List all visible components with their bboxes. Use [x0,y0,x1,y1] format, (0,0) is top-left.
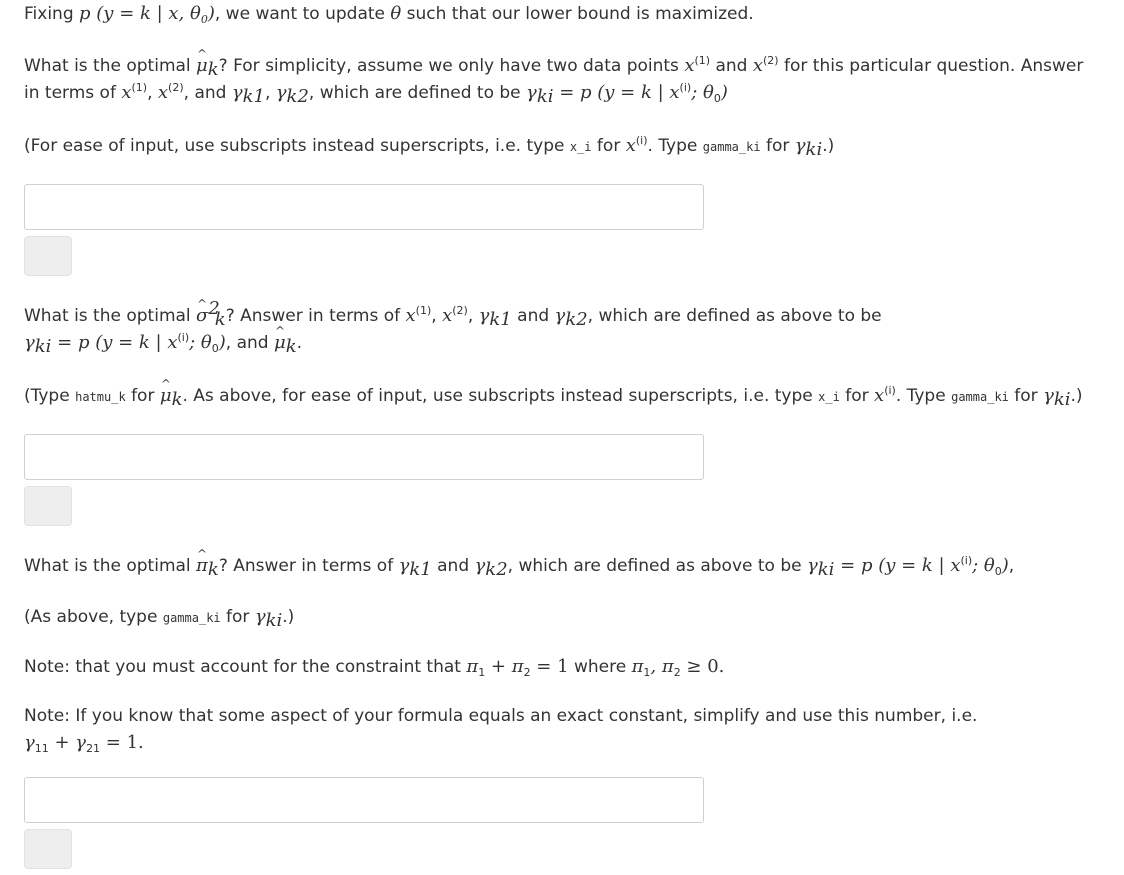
q3-preview-button[interactable] [24,829,72,869]
q1-prompt-line1: What is the optimal ^ $\mu_k$? For simplicity, assume we only have two data points $x^{(1)}$ and $x^{(2)}$ for this particular question. Answer [24,54,1083,78]
q1-answer-input[interactable] [24,184,704,230]
q3-answer-input[interactable] [24,777,704,823]
q2-prompt-line2: $\gamma_{ki} = p$ (y = k | $x^{(i)}$; $\theta_0$), and ^ $\mu_k$. [24,331,302,355]
intro-math-p: p (y = k | x, $\theta_0$) [79,3,215,26]
q3-note-constraint: Note: that you must account for the constraint that $\pi_1 + \pi_2 = 1$ where $\pi_1$, $\pi_2 \ge 0$. [24,656,725,679]
q3-note-example: $\gamma_{11} + \gamma_{21} = 1$. [24,732,144,755]
q2-answer-input[interactable] [24,434,704,480]
intro-text-a: Fixing [24,4,80,24]
mu-hat-symbol: ^ μ [196,54,208,78]
sigma-hat-symbol: ^ σ [196,304,208,328]
q3-hint: (As above, type gamma_ki for $\gamma_{ki}$.) [24,606,295,631]
pi-hat-symbol: ^ π [196,554,208,578]
q1-preview-button[interactable] [24,236,72,276]
q1-prompt-line2: in terms of $x^{(1)}$, $x^{(2)}$, and $\gamma_{k1}$, $\gamma_{k2}$, which are defined to be $\gamma_{ki} = p$ (y = k | $x^{(i)}$; $\theta_0$) [24,81,728,107]
q2-hint: (Type hatmu_k for ^ $\mu_k$. As above, for ease of input, use subscripts instead superscripts, i.e. type x_i for $x^{(i)}$. Type gamma_ki for $\gamma_{ki}$.) [24,384,1083,409]
theta-symbol: θ [390,3,402,24]
q3-prompt-line1: What is the optimal ^ $\pi_k$? Answer in terms of $\gamma_{k1}$ and $\gamma_{k2}$, which are defined as above to be $\gamma_{ki} = p$ (y = k | $x^{(i)}$; $\theta_0$), [24,554,1014,578]
q2-preview-button[interactable] [24,486,72,526]
q2-prompt-line1: What is the optimal ^ $\sigma^2_k$? Answer in terms of $x^{(1)}$, $x^{(2)}$, $\gamma_{k1}$ and $\gamma_{k2}$, which are defined as above to be [24,304,882,328]
intro-text: Fixing p (y = k | x, $\theta_0$), we want to update θ such that our lower bound is maximized. [24,3,754,26]
q1-hint: (For ease of input, use subscripts instead superscripts, i.e. type x_i for $x^{(i)}$. Type gamma_ki for $\gamma_{ki}$.) [24,134,835,160]
q3-note-simplify: Note: If you know that some aspect of your formula equals an exact constant, simplify and use this number, i.e. [24,706,978,726]
